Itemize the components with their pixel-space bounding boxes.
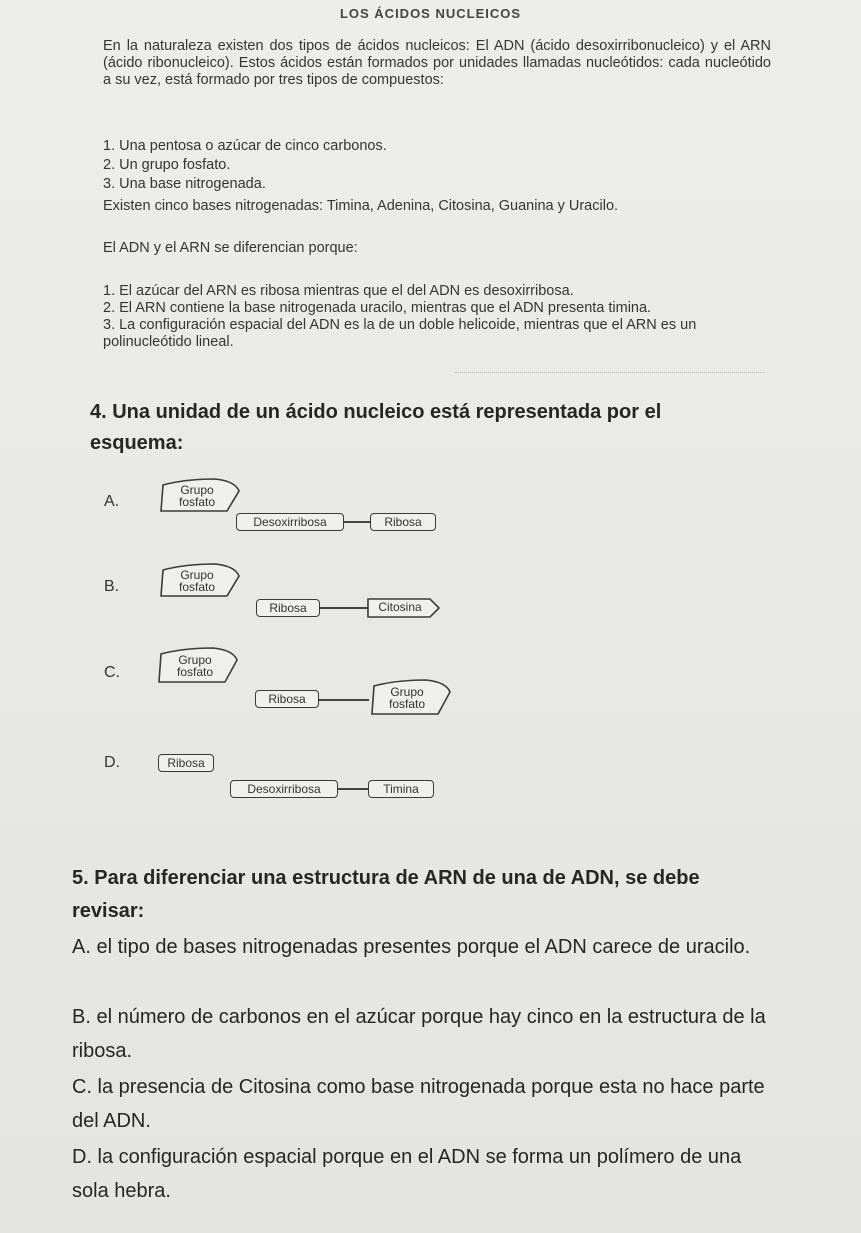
phosphate-group-label: Grupo fosfato	[388, 685, 426, 711]
answer-option-d[interactable]: D. la configuración espacial porque en el ADN se forma un polímero de una sola hebra.	[72, 1146, 742, 1202]
list-item: 2. Un grupo fosfato.	[103, 157, 231, 173]
sugar-box: Desoxirribosa	[236, 513, 344, 531]
phosphate-group-label: Grupo fosfato	[178, 483, 216, 509]
intro-paragraph: En la naturaleza existen dos tipos de ácidos nucleicos: El ADN (ácido desoxirribonucleico) y el ARN (ácido ribonucleico). Estos ácidos están formados por unidades llamadas nucleótidos: cada nucleótido a su vez, está formado por tres tipos de compuestos:	[103, 38, 771, 88]
base-box: Ribosa	[370, 513, 436, 531]
bond-line	[319, 699, 369, 701]
sugar-box: Desoxirribosa	[230, 780, 338, 798]
phosphate-group-label: Grupo fosfato	[178, 568, 216, 594]
list-item: 3. La configuración espacial del ADN es la de un doble helicoide, mientras que el ARN es un polinucleótido lineal.	[103, 317, 697, 350]
components-list	[103, 138, 387, 195]
list-item: 1. Una pentosa o azúcar de cinco carbonos.	[103, 138, 387, 154]
bases-sentence: Existen cinco bases nitrogenadas: Timina, Adenina, Citosina, Guanina y Uracilo.	[103, 198, 619, 214]
phosphate-group-label: Grupo fosfato	[176, 653, 214, 679]
list-item: 1. El azúcar del ARN es ribosa mientras que el del ADN es desoxirribosa.	[103, 283, 574, 299]
base-box: Timina	[368, 780, 434, 798]
answer-option-a[interactable]: A. el tipo de bases nitrogenadas presentes porque el ADN carece de uracilo.	[72, 936, 751, 958]
answer-option-b[interactable]: B. el número de carbonos en el azúcar porque hay cinco en la estructura de la ribosa.	[72, 1006, 766, 1062]
question-4: 4. Una unidad de un ácido nucleico está representada por el esquema:	[90, 401, 662, 454]
list-item: 3. Una base nitrogenada.	[103, 176, 266, 192]
base-label: Citosina	[378, 600, 422, 614]
differences-intro: El ADN y el ARN se diferencian porque:	[103, 240, 358, 256]
option-d-letter[interactable]: D.	[104, 754, 120, 771]
option-a-letter[interactable]: A.	[104, 493, 120, 510]
sugar-box: Ribosa	[158, 754, 214, 772]
sugar-box: Ribosa	[255, 690, 319, 708]
differences-list	[103, 283, 771, 351]
list-item: 2. El ARN contiene la base nitrogenada uracilo, mientras que el ADN presenta timina.	[103, 300, 652, 316]
bond-line	[320, 607, 368, 609]
bond-line	[338, 788, 368, 790]
question-5: 5. Para diferenciar una estructura de ARN de una de ADN, se debe revisar:	[72, 867, 700, 922]
option-b-letter[interactable]: B.	[104, 578, 120, 595]
faint-divider	[455, 372, 765, 374]
option-c-letter[interactable]: C.	[104, 664, 120, 681]
bond-line	[344, 521, 370, 523]
sugar-box: Ribosa	[256, 599, 320, 617]
answer-option-c[interactable]: C. la presencia de Citosina como base nitrogenada porque esta no hace parte del ADN.	[72, 1076, 765, 1132]
page-title: LOS ÁCIDOS NUCLEICOS	[339, 6, 522, 21]
